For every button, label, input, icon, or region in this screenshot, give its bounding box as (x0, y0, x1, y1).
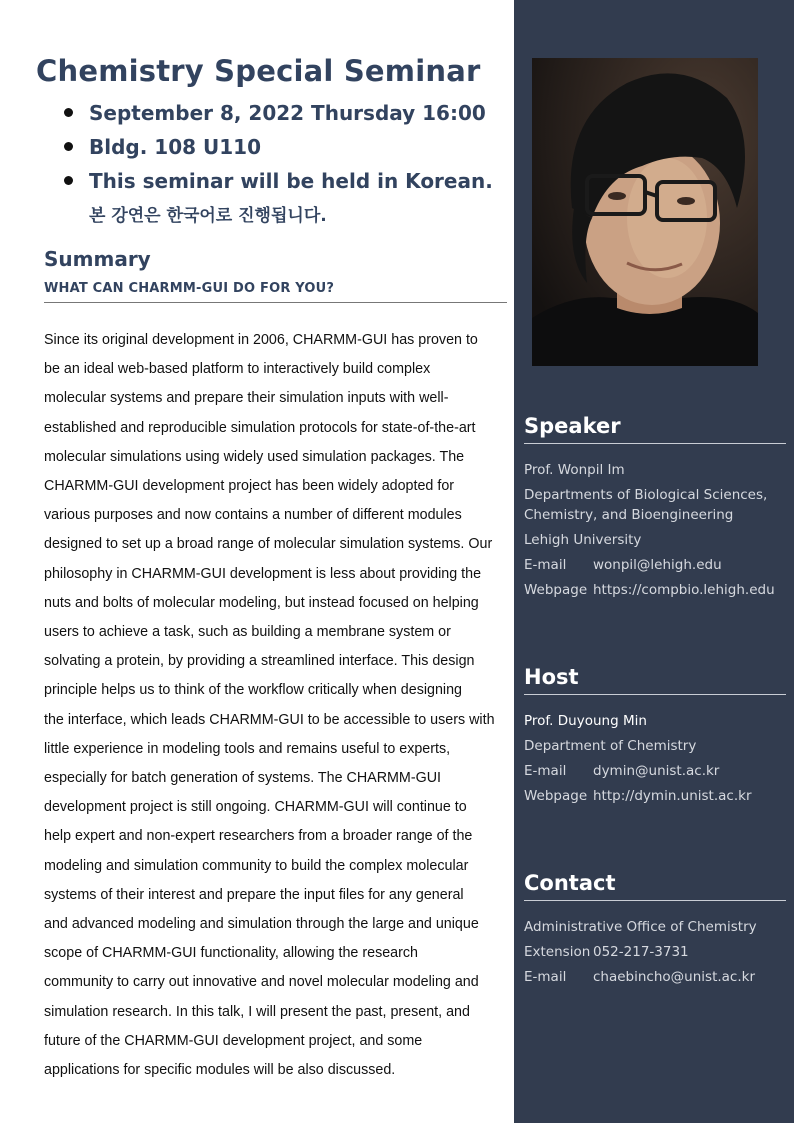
abstract-line: future of the CHARMM-GUI development project, and some (44, 1032, 423, 1049)
host-email[interactable]: dymin@unist.ac.kr (593, 763, 720, 779)
speaker-webpage-link[interactable]: https://compbio.lehigh.edu (593, 582, 775, 598)
abstract-line: designed to set up a broad range of molecular simulation systems. Our (44, 536, 493, 553)
abstract-line: and advanced modeling and simulation through the large and unique (44, 916, 479, 933)
abstract-line: scope of CHARMM-GUI functionality, allowing the research (44, 945, 418, 962)
webpage-label: Webpage (524, 582, 588, 598)
speaker-portrait-image (532, 58, 758, 366)
divider (524, 443, 786, 444)
speaker-heading: Speaker (524, 414, 621, 438)
abstract-line: the interface, which leads CHARMM-GUI to be accessible to users with (44, 711, 495, 728)
abstract-line: help expert and non-expert researchers from a broader range of the (44, 828, 473, 845)
abstract-line: Since its original development in 2006, CHARMM-GUI has proven to (44, 332, 478, 348)
event-details-list (62, 98, 502, 200)
extension-label: Extension (524, 944, 591, 960)
contact-heading: Contact (524, 871, 616, 895)
email-label: E-mail (524, 969, 567, 985)
event-language-item (62, 166, 502, 200)
talk-title: WHAT CAN CHARMM-GUI DO FOR YOU? (44, 281, 335, 296)
abstract-line: especially for batch generation of systems. The CHARMM-GUI (44, 770, 442, 787)
speaker-name: Prof. Wonpil Im (524, 462, 625, 478)
abstract-line: community to carry out innovative and novel molecular modeling and (44, 974, 479, 991)
abstract-line: molecular simulations using widely used simulation packages. The (44, 448, 465, 465)
abstract-line: simulation research. In this talk, I will present the past, present, and (44, 1003, 470, 1020)
abstract-line: modeling and simulation community to build the complex molecular (44, 857, 469, 874)
event-language: This seminar will be held in Korean. (89, 169, 493, 193)
host-name: Prof. Duyoung Min (524, 713, 647, 729)
divider (524, 900, 786, 901)
abstract-line: principle helps us to think of the workflow critically when designing (44, 682, 462, 699)
abstract-line: be an ideal web-based platform to interactively build complex (44, 361, 431, 378)
abstract-line: solvating a protein, by providing a streamlined interface. This design (44, 653, 475, 670)
korean-language-note: 본 강연은 한국어로 진행됩니다. (89, 206, 327, 226)
page-title: Chemistry Special Seminar (36, 54, 481, 88)
speaker-email-row (524, 555, 786, 575)
abstract-line: systems of their interest and prepare the input files for any general (44, 886, 464, 903)
speaker-photo (532, 58, 758, 366)
contact-extension-row (524, 942, 786, 962)
abstract-text (44, 326, 508, 1078)
abstract-line: CHARMM-GUI development project has been widely adopted for (44, 478, 455, 495)
speaker-webpage-row (524, 580, 786, 600)
event-location-item (62, 132, 502, 166)
event-date-item (62, 98, 502, 132)
contact-email[interactable]: chaebincho@unist.ac.kr (593, 969, 756, 985)
contact-email-row (524, 967, 786, 987)
email-label: E-mail (524, 763, 567, 779)
abstract-line: molecular systems and prepare their simulation inputs with well- (44, 390, 449, 407)
abstract-line: various purposes and now contains a number of different modules (44, 507, 462, 524)
host-webpage-row (524, 786, 786, 806)
sidebar (514, 0, 794, 1123)
speaker-info (524, 460, 786, 605)
host-email-row (524, 761, 786, 781)
email-label: E-mail (524, 557, 567, 573)
host-department: Department of Chemistry (524, 738, 697, 754)
speaker-department: Departments of Biological Sciences, Chemistry, and Bioengineering (524, 487, 768, 523)
abstract-line: nuts and bolts of molecular modeling, but instead focused on helping (44, 594, 479, 611)
abstract-line: little experience in modeling tools and remains useful to experts, (44, 740, 451, 757)
speaker-institution: Lehigh University (524, 532, 642, 548)
bullet-icon (64, 142, 73, 151)
host-heading: Host (524, 665, 579, 689)
webpage-label: Webpage (524, 788, 588, 804)
divider (524, 694, 786, 695)
summary-heading: Summary (44, 247, 151, 271)
host-webpage-link[interactable]: http://dymin.unist.ac.kr (593, 788, 752, 804)
speaker-email[interactable]: wonpil@lehigh.edu (593, 557, 722, 573)
abstract-line: development project is still ongoing. CHARMM-GUI will continue to (44, 799, 467, 816)
abstract-line: philosophy in CHARMM-GUI development is less about providing the (44, 565, 482, 582)
event-date: September 8, 2022 Thursday 16:00 (89, 101, 486, 125)
contact-office: Administrative Office of Chemistry (524, 919, 757, 935)
bullet-icon (64, 176, 73, 185)
divider (44, 302, 507, 303)
abstract-line: applications for specific modules will be also discussed. (44, 1062, 396, 1078)
host-info (524, 711, 786, 811)
contact-info (524, 917, 786, 992)
contact-extension: 052-217-3731 (593, 944, 689, 960)
bullet-icon (64, 108, 73, 117)
event-location: Bldg. 108 U110 (89, 135, 261, 159)
abstract-line: established and reproducible simulation protocols for state-of-the-art (44, 419, 476, 436)
abstract-line: users to achieve a task, such as building a membrane system or (44, 624, 451, 641)
